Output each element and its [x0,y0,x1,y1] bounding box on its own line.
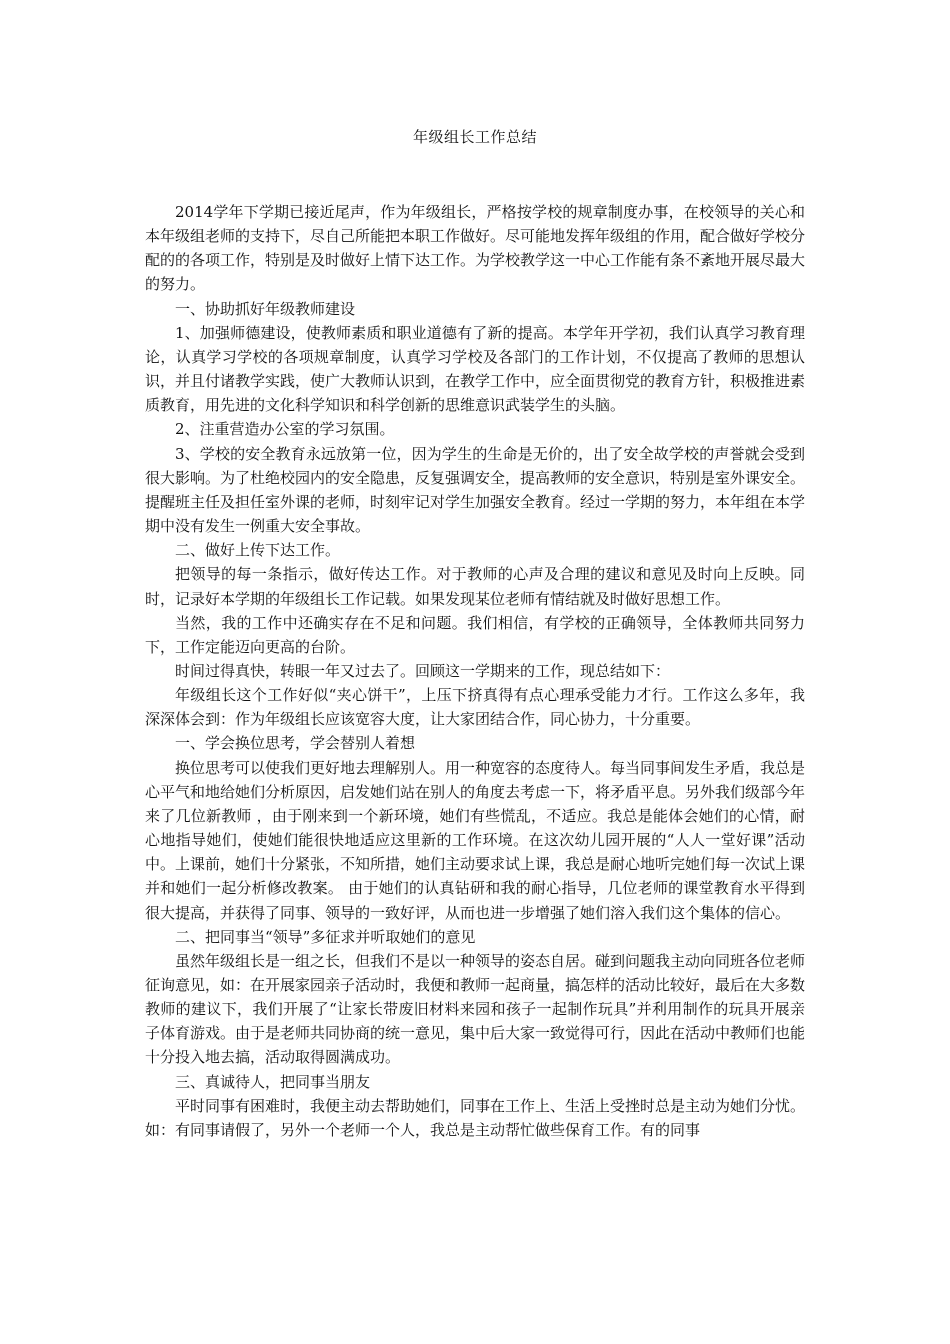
section-heading-sincerity: 三、真诚待人，把同事当朋友 [175,1072,371,1091]
paragraph-safety: 3、学校的安全教育永远放第一位，因为学生的生命是无价的，出了安全故学校的声誉就会受到很大影响。为了杜绝校园内的安全隐患，反复强调安全，提高教师的安全意识，特别是室外课安全。提醒班主任及担任室外课的老师，时刻牢记对学生加强安全教育。经过一学期的努力，本年组在本学期中没有发生一例重大安全事故。 [145,444,806,536]
document-body [145,200,805,1142]
paragraph-intro: 2014学年下学期已接近尾声，作为年级组长，严格按学校的规章制度办事，在校领导的关心和本年级组老师的支持下，尽自己所能把本职工作做好。尽可能地发挥年级组的作用，配合做好学校分配的的各项工作，特别是及时做好上情下达工作。为学校教学这一中心工作能有条不紊地开展尽最大的努力。 [145,203,806,294]
paragraph-communication: 把领导的每一条指示，做好传达工作。对于教师的心声及合理的建议和意见及时向上反映。同时，记录好本学期的年级组长工作记载。如果发现某位老师有情结就及时做好思想工作。 [145,565,805,608]
section-heading-2: 二、做好上传下达工作。 [175,541,341,560]
document-title: 年级组长工作总结 [412,128,537,146]
paragraph-sincerity: 平时同事有困难时，我便主动去帮助她们，同事在工作上、生活上受挫时总是主动为她们分忧。如：有同事请假了，另外一个老师一个人，我总是主动帮忙做些保育工作。有的同事 [145,1096,806,1139]
paragraph-empathy: 换位思考可以使我们更好地去理解别人。用一种宽容的态度待人。每当同事间发生矛盾，我总是心平气和地给她们分析原因，启发她们站在别人的角度去考虑一下，将矛盾平息。另外我们级部今年来了几位新教师 ，由于刚来到一个新环境，她们有些慌乱，不适应。我总是能体会她们的心情，耐心地指导她们，使她们能很快地适应这里新的工作环境。在这次幼儿园开展的“人人一堂好课”活动中。上课前，她们十分紧张，不知所措，她们主动要求试上课，我总是耐心地听完她们每一次试上课并和她们一起分析修改教案。 由于她们的认真钻研和我的耐心指导，几位老师的课堂教育水平得到很大提高，并获得了同事、领导的一致好评，从而也进一步增强了她们溶入我们这个集体的信心。 [145,758,806,922]
section-heading-empathy: 一、学会换位思考，学会替别人着想 [175,734,416,753]
paragraph-shortcomings: 当然，我的工作中还确实存在不足和问题。我们相信，有学校的正确领导，全体教师共同努力下，工作定能迈向更高的台阶。 [145,613,805,656]
section-heading-1: 一、协助抓好年级教师建设 [175,299,356,318]
paragraph-review: 时间过得真快，转眼一年又过去了。回顾这一学期来的工作，现总结如下： [175,661,671,680]
section-heading-colleagues: 二、把同事当“领导”多征求并听取她们的意见 [175,927,476,946]
paragraph-colleagues: 虽然年级组长是一组之长，但我们不是以一种领导的姿态自居。碰到问题我主动向同班各位老师征询意见，如：在开展家园亲子活动时，我便和教师一起商量，搞怎样的活动比较好，最后在大多数教师的建议下，我们开展了“让家长带废旧材料来园和孩子一起制作玩具”并利用制作的玩具开展亲子体育游戏。由于是老师共同协商的统一意见，集中后大家一致觉得可行，因此在活动中教师们也能十分投入地去搞，活动取得圆满成功。 [145,951,806,1067]
paragraph-office-study: 2、注重营造办公室的学习氛围。 [175,420,395,439]
paragraph-sandwich: 年级组长这个工作好似“夹心饼干”，上压下挤真得有点心理承受能力才行。工作这么多年，我深深体会到：作为年级组长应该宽容大度，让大家团结合作，同心协力，十分重要。 [145,686,805,729]
paragraph-ethics: 1、加强师德建设，使教师素质和职业道德有了新的提高。本学年开学初，我们认真学习教育理论，认真学习学校的各项规章制度，认真学习学校及各部门的工作计划，不仅提高了教师的思想认识，并且付诸教学实践，使广大教师认识到，在教学工作中，应全面贯彻党的教育方针，积极推进素质教育，用先进的文化科学知识和科学创新的思维意识武装学生的头脑。 [145,323,806,415]
